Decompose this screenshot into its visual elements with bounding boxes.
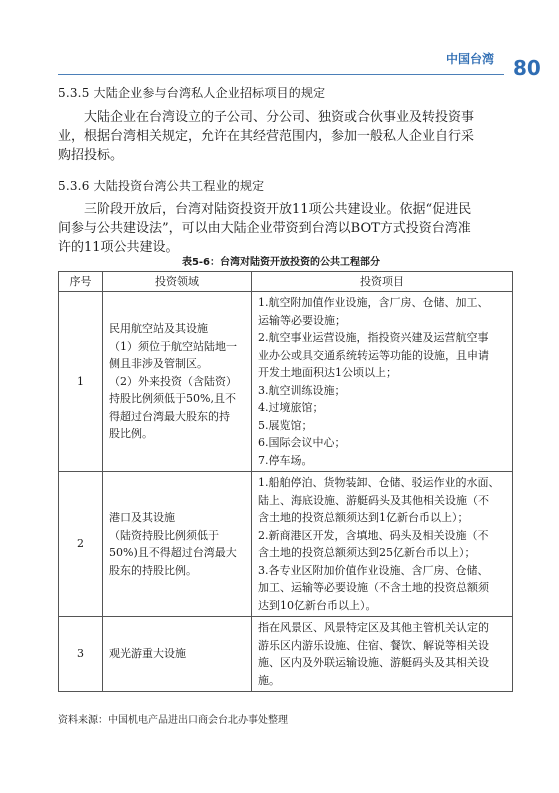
- paragraph-line: 大陆企业在台湾设立的子公司、分公司、独资或合伙事业及转投资事: [84, 110, 475, 125]
- item-line: 6.国际会议中心；: [258, 436, 346, 449]
- field-line: 侧且非涉及管制区。: [109, 357, 208, 371]
- item-line: 陆上、海底设施、游艇码头及其他相关设施（不: [258, 493, 489, 507]
- item-line: 游乐区内游乐设施、住宿、餐饮、解说等相关设: [258, 638, 489, 652]
- item-line: 含土地的投资总额须达到1亿新台币以上）；: [258, 511, 469, 524]
- row-items: [252, 617, 513, 692]
- field-line: 股东的持股比例。: [109, 563, 197, 577]
- paragraph-line: 购招投标。: [58, 148, 124, 163]
- section-heading-536: 5.3.6 大陆投资台湾公共工程业的规定: [58, 179, 265, 193]
- table-row: [59, 292, 513, 472]
- field-line: 持股比例须低于50%,且不: [109, 392, 236, 406]
- item-line: 施、区内及外联运输设施、游艇码头及其相关设: [258, 656, 489, 669]
- item-line: 加工、运输等必要设施（不含土地的投资总额须: [258, 581, 489, 594]
- row-field: [103, 292, 252, 472]
- field-line: （1）须位于航空站陆地一: [109, 339, 237, 353]
- item-line: 2.航空事业运营设施，指投资兴建及运营航空事: [258, 331, 489, 344]
- paragraph-line: 三阶段开放后，台湾对陆资投资开放11项公共建设业。依据“促进民: [84, 202, 472, 217]
- item-line: 4.过境旅馆；: [258, 401, 324, 414]
- field-line: 股比例。: [109, 427, 153, 441]
- field-line: 得超过台湾最大股东的持: [109, 409, 230, 423]
- investment-table: [58, 271, 513, 692]
- field-line: （2）外来投资（含陆资）: [109, 374, 237, 388]
- item-line: 指在风景区、风景特定区及其他主管机关认定的: [258, 621, 489, 634]
- header-divider: [58, 74, 504, 75]
- header-field: 投资领域: [103, 272, 252, 292]
- item-line: 施。: [258, 673, 280, 687]
- item-line: 2.新商港区开发，含填地、码头及相关设施（不: [258, 528, 489, 542]
- paragraph-line: 许的11项公共建设。: [58, 240, 179, 255]
- table-header-row: [59, 272, 513, 292]
- item-line: 5.展览馆；: [258, 418, 313, 432]
- row-field: [103, 472, 252, 617]
- row-index: 3: [59, 617, 103, 692]
- page-number: 80: [513, 56, 541, 80]
- row-index: 1: [59, 292, 103, 472]
- table-row: [59, 472, 513, 617]
- paragraph-line: 业，根据台湾相关规定，允许在其经营范围内，参加一般私人企业自行采: [58, 129, 475, 144]
- row-items: [252, 472, 513, 617]
- field-line: 50%)且不得超过台湾最大: [109, 546, 237, 559]
- item-line: 3.各专业区附加价值作业设施、含厂房、仓储、: [258, 563, 489, 577]
- field-line: （陆资持股比例须低于: [109, 528, 219, 542]
- field-line: 观光游重大设施: [109, 647, 186, 661]
- source-note: 资料来源：中国机电产品进出口商会台北办事处整理: [58, 715, 288, 726]
- row-field: [103, 617, 252, 692]
- item-line: 开发土地面积达1公顷以上；: [258, 366, 397, 379]
- header-items: 投资项目: [252, 272, 513, 292]
- field-line: 港口及其设施: [109, 511, 175, 524]
- table-row: [59, 617, 513, 692]
- row-index: 2: [59, 472, 103, 617]
- item-line: 运输等必要设施；: [258, 313, 346, 327]
- item-line: 7.停车场。: [258, 453, 313, 467]
- section-heading-535: 5.3.5 大陆企业参与台湾私人企业招标项目的规定: [58, 86, 326, 100]
- section-paragraph-535: [58, 108, 504, 165]
- table-caption: 表5-6：台湾对陆资开放投资的公共工程部分: [181, 257, 381, 268]
- item-line: 含土地的投资总额须达到25亿新台币以上）；: [258, 546, 476, 559]
- item-line: 业办公或具交通系统转运等功能的设施，且申请: [258, 348, 489, 362]
- row-items: [252, 292, 513, 472]
- section-paragraph-536: [58, 200, 504, 257]
- item-line: 3.航空训练设施；: [258, 383, 346, 397]
- page-header-title: 中国台湾: [446, 52, 495, 66]
- item-line: 1.船舶停泊、货物装卸、仓储、驳运作业的水面、: [258, 476, 500, 489]
- header-index: 序号: [59, 272, 103, 292]
- item-line: 达到10亿新台币以上）。: [258, 598, 377, 612]
- item-line: 1.航空附加值作业设施，含厂房、仓储、加工、: [258, 296, 489, 309]
- paragraph-line: 间参与公共建设法”，可以由大陆企业带资到台湾以BOT方式投资台湾准: [58, 221, 471, 236]
- field-line: 民用航空站及其设施: [109, 322, 208, 336]
